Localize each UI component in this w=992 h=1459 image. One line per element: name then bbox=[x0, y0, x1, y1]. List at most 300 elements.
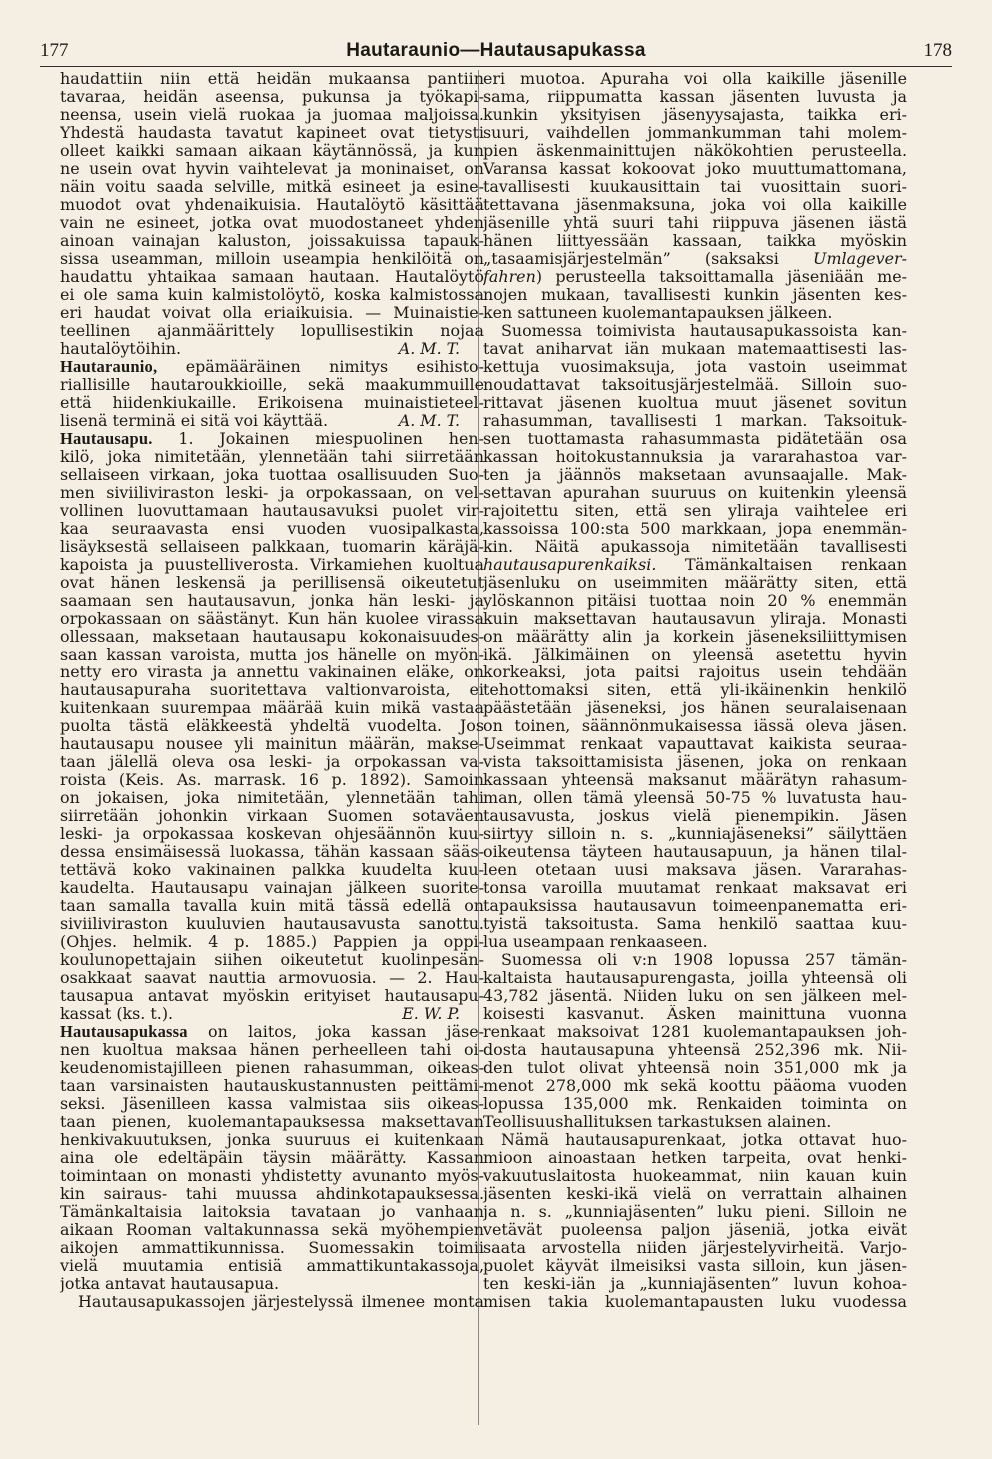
line-text: „tasaamisjärjestelmän” (saksaksi Umlagever- bbox=[483, 249, 907, 268]
entry-headword: Hautausapukassa bbox=[60, 1023, 188, 1042]
line-text: ikä. Jälkimäinen on yleensä asetettu hyvin bbox=[483, 645, 907, 664]
text-line bbox=[60, 1221, 484, 1239]
author-signature: A. M. T. bbox=[398, 339, 460, 358]
text-line bbox=[483, 574, 907, 592]
line-text: kassan hoitokustannuksia ja vararahastoa var- bbox=[483, 447, 907, 466]
text-line bbox=[60, 124, 484, 142]
line-text: kin. Näitä apukassoja nimitetään tavallisesti bbox=[483, 537, 907, 556]
text-line bbox=[60, 699, 484, 717]
text-line bbox=[483, 322, 907, 340]
line-text: kunkin yksityisen jäsenyysajasta, taikka eri- bbox=[483, 105, 907, 124]
text-line bbox=[483, 520, 907, 538]
line-text: päästetään jäseneksi, jos hänen seuralaisenaan bbox=[483, 699, 907, 718]
text-line bbox=[483, 681, 907, 699]
text-line bbox=[60, 70, 484, 88]
text-line bbox=[483, 933, 907, 951]
line-text: roista (Keis. As. marrask. 16 p. 1892). Samoin bbox=[60, 771, 484, 790]
line-text: tapauksissa hautausavun toimeenpanematta eri- bbox=[483, 897, 907, 916]
text-line bbox=[60, 394, 484, 412]
text-line bbox=[483, 466, 907, 484]
text-line bbox=[60, 412, 484, 430]
text-line bbox=[60, 484, 484, 502]
line-text: ylöskannon pitäisi tuottaa noin 20 % enemmän bbox=[483, 591, 907, 610]
line-text: aina ole edeltäpäin täysin määrätty. Kassan bbox=[60, 1149, 484, 1168]
line-text: lisäyksestä sellaiseen palkkaan, tuomarin käräjä- bbox=[60, 537, 484, 556]
line-text: seksi. Jäsenilleen kassa valmistaa siis oikeas- bbox=[60, 1095, 484, 1114]
text-line bbox=[60, 1167, 484, 1185]
text-line bbox=[483, 879, 907, 897]
line-text: on toinen, säännönmukaisessa iässä oleva jäsen. bbox=[483, 717, 907, 736]
paragraph bbox=[483, 70, 907, 322]
italic-term: hautausapurenkaiksi. bbox=[483, 555, 657, 574]
line-text: sen tuottamasta rahasummasta pidätetään osa bbox=[483, 429, 907, 448]
line-text: taan varsinaisten hautauskustannusten peittämi- bbox=[60, 1077, 484, 1096]
line-text: taan samalla tavalla kuin mitä tässä edellä on bbox=[60, 897, 484, 916]
text-line bbox=[483, 825, 907, 843]
line-text: Varansa kassat kokoovat joko muuttumattomana, bbox=[483, 159, 907, 178]
line-text: vielä muutamia entisiä ammattikuntakassoja, bbox=[60, 1256, 484, 1275]
line-text: lopussa 135,000 mk. Renkaiden toiminta on bbox=[483, 1095, 907, 1114]
text-line bbox=[60, 1059, 484, 1077]
line-text: sellaiseen virkaan, joka tuottaa osallisuuden Suo- bbox=[60, 465, 484, 484]
line-text: puolta tästä eläkkeestä yhdeltä vuodelta. Jos bbox=[60, 717, 484, 736]
line-text: Suomessa toimivista hautausapukassoista kan- bbox=[501, 321, 907, 340]
text-line bbox=[60, 142, 484, 160]
text-line bbox=[483, 1221, 907, 1239]
text-line bbox=[483, 178, 907, 196]
dictionary-entry bbox=[60, 358, 484, 430]
text-line bbox=[483, 1131, 907, 1149]
line-text: olleet kaikki samaan aikaan käytännössä, ja kun bbox=[60, 141, 484, 160]
line-text: tavaraa, heidän aseensa, pukunsa ja työkapi- bbox=[60, 87, 484, 106]
text-line bbox=[60, 1023, 484, 1041]
line-text: ne usein ovat hyvin vaihtelevat ja moninaiset, on bbox=[60, 159, 484, 178]
text-line bbox=[483, 502, 907, 520]
line-text: kassat (ks. t.). bbox=[60, 1005, 174, 1024]
line-text: kaa seuraavasta ensi vuoden vuosipalkasta, bbox=[60, 519, 484, 538]
line-text: den tulot olivat yhteensä noin 351,000 mk ja bbox=[483, 1059, 907, 1078]
italic-term: Umlagever- bbox=[813, 249, 907, 268]
text-line bbox=[483, 232, 907, 250]
line-text: rajoitettu siten, että sen yliraja vaihtelee eri bbox=[483, 501, 907, 520]
text-line bbox=[483, 556, 907, 574]
line-text: nen kuoltua maksaa hänen perheelleen tahi oi- bbox=[60, 1041, 484, 1060]
text-line bbox=[483, 340, 907, 358]
text-line bbox=[60, 88, 484, 106]
text-line bbox=[483, 735, 907, 753]
line-text: ten ja jäännös maksetaan avunsaajalle. Mak- bbox=[483, 465, 907, 484]
line-text: lua useampaan renkaaseen. bbox=[483, 933, 708, 952]
line-text: siviiliviraston kuuluvien hautausavusta sanottu. bbox=[60, 915, 484, 934]
dictionary-entry bbox=[60, 1023, 484, 1293]
line-text: vista taksoittamisista jäsenen, joka on renkaan bbox=[483, 753, 907, 772]
line-text: hautausapu nousee yli mainitun määrän, makse- bbox=[60, 735, 484, 754]
text-line bbox=[60, 610, 484, 628]
line-text: jotka antavat hautausapua. bbox=[60, 1274, 280, 1293]
right-column bbox=[483, 70, 907, 1311]
line-text: siirretään johonkin virkaan Suomen sotaväen bbox=[60, 807, 484, 826]
line-text: epämääräinen nimitys esihisto- bbox=[157, 357, 484, 376]
line-text: siirtyy silloin n. s. „kunniajäseneksi” säilyttäen bbox=[483, 825, 907, 844]
line-text: hautalöytöihin. bbox=[60, 339, 182, 358]
line-text: sama, riippumatta kassan jäsenten luvusta ja bbox=[483, 87, 907, 106]
paragraph bbox=[483, 322, 907, 951]
text-line bbox=[483, 1095, 907, 1113]
text-line bbox=[60, 1275, 484, 1293]
text-line bbox=[483, 628, 907, 646]
line-text: osakkaat saavat nauttia armovuosia. — 2. Hau- bbox=[60, 969, 484, 988]
line-text: aikojen ammattikunnissa. Suomessakin toimii bbox=[60, 1238, 484, 1257]
line-text: korkeaksi, jota paitsi rajoitus usein tehdään bbox=[483, 663, 907, 682]
text-line bbox=[483, 538, 907, 556]
line-text: tausavusta, joskus vielä pienempikin. Jäsen bbox=[483, 807, 907, 826]
entry-headword: Hautaraunio, bbox=[60, 357, 158, 376]
text-line bbox=[60, 466, 484, 484]
text-line bbox=[483, 1023, 907, 1041]
line-text: saamaan sen hautausavun, jonka hän leski- ja bbox=[60, 591, 484, 610]
line-text: tyistä taksoitusta. Sama henkilö saattaa kuu- bbox=[483, 915, 907, 934]
line-text: riallisille hautaroukkioille, sekä maakummuille bbox=[60, 375, 484, 394]
line-text: fahren) perusteella taksoittamalla jäseniään me- bbox=[483, 267, 907, 286]
text-line bbox=[483, 484, 907, 502]
text-line bbox=[483, 646, 907, 664]
text-line bbox=[483, 448, 907, 466]
text-line bbox=[483, 1041, 907, 1059]
text-line bbox=[60, 1077, 484, 1095]
text-line bbox=[60, 376, 484, 394]
line-text: kaudelta. Hautausapu vainajan jälkeen suorite- bbox=[60, 879, 484, 898]
text-line bbox=[60, 735, 484, 753]
text-line bbox=[483, 124, 907, 142]
text-line bbox=[60, 178, 484, 196]
text-line bbox=[60, 322, 484, 340]
text-line bbox=[60, 1203, 484, 1221]
text-line bbox=[60, 628, 484, 646]
text-line bbox=[483, 394, 907, 412]
line-text: rittavat jäsenen kuoltua muut jäsenet sovitun bbox=[483, 393, 907, 412]
text-line bbox=[483, 915, 907, 933]
line-text: eri haudat voivat olla eriaikuisia. — Muinaistie- bbox=[60, 303, 484, 322]
line-text: ainoan vainajan kaluston, joissakuissa tapauk- bbox=[60, 231, 484, 250]
line-text: saan kassan varoista, mutta jos hänelle on myön- bbox=[60, 645, 484, 664]
line-text: settavan apurahan suuruus on kuitenkin yleensä bbox=[483, 483, 907, 502]
line-text: ovat hänen leskensä ja perillisensä oikeutetut bbox=[60, 573, 484, 592]
text-line bbox=[60, 358, 484, 376]
line-text: aikaan Rooman valtakunnassa sekä myöhempien bbox=[60, 1221, 484, 1239]
text-line bbox=[60, 681, 484, 699]
text-line bbox=[60, 663, 484, 681]
author-signature: E. W. P. bbox=[402, 1005, 460, 1024]
line-text: oikeutensa täyteen hautausapuun, ja hänen tilal- bbox=[483, 843, 907, 862]
text-line bbox=[483, 1239, 907, 1257]
line-text: 1. Jokainen miespuolinen hen- bbox=[152, 429, 484, 448]
text-line bbox=[483, 753, 907, 771]
text-line bbox=[483, 771, 907, 789]
text-line bbox=[60, 1149, 484, 1167]
text-line bbox=[60, 556, 484, 574]
text-line bbox=[483, 1185, 907, 1203]
text-line bbox=[60, 106, 484, 124]
line-text: vakuutuslaitosta huokeammat, niin kauan kuin bbox=[483, 1167, 907, 1186]
text-line bbox=[483, 1257, 907, 1275]
line-text: hautausapurenkaiksi. Tämänkaltaisen renkaan bbox=[483, 555, 907, 574]
line-text: (Ohjes. helmik. 4 p. 1885.) Pappien ja oppi- bbox=[60, 933, 484, 952]
line-text: haudattu yhtaikaa samaan hautaan. Hautalöytö bbox=[60, 267, 484, 286]
text-line bbox=[483, 304, 907, 322]
line-text: leski- ja orpokassaa koskevan ohjesäännön kuu- bbox=[60, 825, 484, 844]
line-text: taan jälellä oleva osa leski- ja orpokassan va- bbox=[60, 753, 484, 772]
text-line bbox=[60, 232, 484, 250]
text-line bbox=[483, 106, 907, 124]
paragraph bbox=[483, 1131, 907, 1311]
line-text: men siviiliviraston leski- ja orpokassaan, on vel- bbox=[60, 483, 484, 502]
text-line bbox=[60, 1239, 484, 1257]
text-line bbox=[60, 430, 484, 448]
text-line bbox=[60, 1293, 484, 1311]
line-text: henkivakuutuksen, jonka suuruus ei kuitenkaan bbox=[60, 1131, 484, 1150]
line-text: Suomessa oli v:n 1908 lopussa 257 tämän- bbox=[501, 951, 907, 970]
line-text: vollinen luovuttamaan hautausavuksi puolet vir- bbox=[60, 501, 484, 520]
header-title: Hautaraunio—Hautausapukassa bbox=[346, 40, 646, 61]
line-text: Hautausapukassojen järjestelyssä ilmenee monta bbox=[78, 1292, 484, 1311]
line-text: saata arvostella niiden järjestelyvirheitä. Varjo- bbox=[483, 1238, 907, 1257]
text-line bbox=[483, 1167, 907, 1185]
line-text: ken sattuneen kuolemantapauksen jälkeen. bbox=[483, 303, 833, 322]
line-text: keudenomistajilleen pienen rahasumman, oikeas- bbox=[60, 1059, 484, 1078]
line-text: jäsenille yhtä suuri tahi riippuva jäsenen iästä bbox=[483, 213, 907, 232]
line-text: dessa ensimäisessä luokassa, tähän kassaan sääs- bbox=[60, 843, 484, 862]
text-line bbox=[483, 160, 907, 178]
text-line bbox=[483, 358, 907, 376]
text-line bbox=[483, 789, 907, 807]
text-line bbox=[60, 879, 484, 897]
line-text: tavat aniharvat iän mukaan matemaattisesti las- bbox=[483, 339, 907, 358]
line-text: tausapua antavat myöskin erityiset hautausapu- bbox=[60, 987, 484, 1006]
line-text: ei ole sama kuin kalmistolöytö, koska kalmistossa bbox=[60, 285, 484, 304]
line-text: jäsenluku on useimmiten määrätty siten, että bbox=[483, 573, 907, 592]
text-line bbox=[60, 304, 484, 322]
text-line bbox=[483, 951, 907, 969]
text-line bbox=[483, 843, 907, 861]
line-text: dosta hautausapuna yhteensä 252,396 mk. Nii- bbox=[483, 1041, 907, 1060]
line-text: puolet käyvät ilmeisiksi vasta silloin, kun jäsen- bbox=[483, 1256, 907, 1275]
text-line bbox=[60, 807, 484, 825]
text-line bbox=[60, 340, 484, 358]
text-line bbox=[60, 268, 484, 286]
text-line bbox=[483, 1275, 907, 1293]
line-text: on jokaisen, joka nimitetään, ylennetään tahi bbox=[60, 789, 484, 808]
text-line bbox=[483, 717, 907, 735]
line-text: noudattavat taksoitusjärjestelmää. Silloin suo- bbox=[483, 375, 907, 394]
text-line bbox=[60, 825, 484, 843]
line-text: menot 278,000 mk sekä koottu pääoma vuoden bbox=[483, 1077, 907, 1096]
line-text: hautausapuraha suoritettava valtionvaroista, ei bbox=[60, 681, 484, 700]
line-text: vetävät puoleensa paljon jäseniä, jotka eivät bbox=[483, 1221, 907, 1239]
dictionary-entry bbox=[60, 430, 484, 1023]
text-line bbox=[483, 250, 907, 268]
text-line bbox=[483, 807, 907, 825]
line-text: että hiidenkiukaille. Erikoisena muinaistieteel- bbox=[60, 393, 484, 412]
author-signature: A. M. T. bbox=[398, 411, 460, 430]
line-text: tavallisesti kuukausittain tai vuosittain suori- bbox=[483, 177, 907, 196]
text-line bbox=[60, 448, 484, 466]
text-line bbox=[483, 430, 907, 448]
line-text: koulunopettajain siihen oikeutetut kuolinpesän- bbox=[60, 951, 484, 970]
text-line bbox=[60, 897, 484, 915]
line-text: kassaan yhteensä maksanut määrätyn rahasum- bbox=[483, 771, 907, 790]
text-line bbox=[60, 250, 484, 268]
line-text: toimintaan on monasti yhdistetty avunanto myös- bbox=[60, 1167, 484, 1186]
line-text: Useimmat renkaat vapauttavat kaikista seuraa- bbox=[483, 735, 907, 754]
text-line bbox=[60, 502, 484, 520]
line-text: netty ero virasta ja annettu vakinainen eläke, on bbox=[60, 663, 484, 682]
line-text: leen otetaan uusi maksava jäsen. Vararahas- bbox=[483, 861, 907, 880]
text-line bbox=[483, 699, 907, 717]
text-line bbox=[483, 969, 907, 987]
line-text: 43,782 jäsentä. Niiden luku on sen jälkeen mel- bbox=[483, 987, 907, 1006]
line-text: lisenä terminä ei sitä voi käyttää. bbox=[60, 411, 328, 430]
text-line bbox=[60, 1257, 484, 1275]
text-line bbox=[60, 196, 484, 214]
text-line bbox=[483, 1059, 907, 1077]
entry-headword: Hautausapu. bbox=[60, 429, 153, 448]
text-line bbox=[483, 214, 907, 232]
text-line bbox=[60, 789, 484, 807]
line-text: Yhdestä haudasta tavatut kapineet ovat tietysti bbox=[60, 123, 484, 142]
text-line bbox=[60, 843, 484, 861]
right-page-number: 178 bbox=[923, 40, 952, 61]
line-text: ten keski-iän ja „kunniajäsenten” luvun kohoa- bbox=[483, 1274, 907, 1293]
line-text: pien äskenmainittujen näkökohtien perusteella. bbox=[483, 141, 907, 160]
text-line bbox=[60, 915, 484, 933]
line-text: Nämä hautausapurenkaat, jotka ottavat huo- bbox=[501, 1131, 907, 1150]
text-line bbox=[483, 1113, 907, 1131]
text-line bbox=[60, 951, 484, 969]
line-text: misen takia kuolemantapausten luku vuodessa bbox=[483, 1292, 907, 1311]
text-line bbox=[483, 1077, 907, 1095]
paragraph bbox=[60, 1293, 484, 1311]
text-line bbox=[60, 160, 484, 178]
line-text: kettuja vuosimaksuja, jota vastoin useimmat bbox=[483, 357, 907, 376]
text-line bbox=[483, 663, 907, 681]
text-line bbox=[60, 717, 484, 735]
text-line bbox=[483, 268, 907, 286]
line-text: ja n. s. „kunniajäsenten” luku pieni. Silloin ne bbox=[483, 1203, 907, 1221]
line-text: mioon ainoastaan hetken tarpeita, ovat henki- bbox=[483, 1149, 907, 1168]
line-text: on laitos, joka kassan jäse- bbox=[187, 1023, 484, 1042]
text-line bbox=[60, 987, 484, 1005]
line-text: man, ollen tämä yleensä 50-75 % luvatusta hau- bbox=[483, 789, 907, 808]
line-text: teellinen ajanmäärittely lopullisestikin nojaa bbox=[60, 321, 484, 340]
text-line bbox=[483, 610, 907, 628]
line-text: tettävä koko vakinainen palkka kuudelta kuu- bbox=[60, 861, 484, 880]
text-line bbox=[483, 592, 907, 610]
text-line bbox=[60, 286, 484, 304]
text-line bbox=[60, 214, 484, 232]
text-line bbox=[483, 1203, 907, 1221]
line-text: ollessaan, maksetaan hautausapu kokonaisuudes- bbox=[60, 627, 484, 646]
line-text: taan pienen, kuolemantapauksessa maksettavan bbox=[60, 1113, 484, 1132]
text-line bbox=[60, 1041, 484, 1059]
text-line bbox=[483, 1293, 907, 1311]
text-line bbox=[60, 771, 484, 789]
text-line bbox=[483, 376, 907, 394]
text-line bbox=[60, 969, 484, 987]
text-line bbox=[483, 88, 907, 106]
line-text: on määrätty alin ja korkein jäseneksiliittymisen bbox=[483, 627, 907, 646]
text-line bbox=[483, 286, 907, 304]
line-text: orpokassaan on säästänyt. Kun hän kuolee virassa bbox=[60, 609, 484, 628]
text-line bbox=[60, 1095, 484, 1113]
line-text: tehottomaksi siten, että yli-ikäinenkin henkilö bbox=[483, 681, 907, 700]
text-line bbox=[483, 1149, 907, 1167]
line-text: muodot ovat yhdenaikuisia. Hautalöytö käsittää bbox=[60, 195, 484, 214]
text-line bbox=[60, 520, 484, 538]
line-text: Tämänkaltaisia laitoksia tavataan jo vanhaan bbox=[60, 1203, 484, 1221]
text-line bbox=[483, 412, 907, 430]
line-text: tettavana jäsenmaksuna, joka voi olla kaikille bbox=[483, 195, 907, 214]
text-line bbox=[60, 646, 484, 664]
text-line bbox=[60, 861, 484, 879]
text-line bbox=[60, 538, 484, 556]
header-rule bbox=[40, 66, 952, 67]
text-line bbox=[60, 1185, 484, 1203]
line-text: näin voitu saada selville, mitkä esineet ja esine- bbox=[60, 177, 484, 196]
text-line bbox=[60, 753, 484, 771]
text-line bbox=[60, 574, 484, 592]
text-line bbox=[483, 142, 907, 160]
line-text: jäsenten keski-ikä vielä on verrattain alhainen bbox=[483, 1185, 907, 1204]
line-text: haudattiin niin että heidän mukaansa pantiin bbox=[60, 70, 484, 88]
line-text: koisesti kasvanut. Äsken mainittuna vuonna bbox=[483, 1005, 907, 1024]
left-column bbox=[60, 70, 484, 1311]
line-text: rahasumman, tavallisesti 1 markan. Taksoituk- bbox=[483, 411, 907, 430]
line-text: vain ne esineet, jotka ovat muodostaneet yhden bbox=[60, 213, 484, 232]
text-line bbox=[60, 1005, 484, 1023]
line-text: hänen liittyessään kassaan, taikka myöskin bbox=[483, 231, 907, 250]
line-text: kassoissa 100:sta 500 markkaan, jopa enemmän- bbox=[483, 519, 907, 538]
text-line bbox=[60, 1113, 484, 1131]
left-page-number: 177 bbox=[40, 40, 69, 61]
line-text: kuin maksettavan hautausavun yliraja. Monasti bbox=[483, 609, 907, 628]
text-line bbox=[483, 897, 907, 915]
line-text: renkaat maksoivat 1281 kuolemantapauksen joh- bbox=[483, 1023, 907, 1042]
text-line bbox=[483, 70, 907, 88]
line-text: Teollisuushallituksen tarkastuksen alainen. bbox=[483, 1113, 832, 1132]
text-line bbox=[60, 933, 484, 951]
text-line bbox=[60, 592, 484, 610]
line-text: kuitenkaan suurempaa määrää kuin mikä vastaa bbox=[60, 699, 484, 718]
italic-term: fahren bbox=[483, 267, 536, 286]
line-text: sissa useamman, milloin useampia henkilöitä on bbox=[60, 249, 484, 268]
line-text: kilö, joka nimitetään, ylennetään tahi siirretään bbox=[60, 447, 484, 466]
text-line bbox=[483, 861, 907, 879]
text-line bbox=[483, 987, 907, 1005]
running-header bbox=[40, 38, 952, 64]
text-line bbox=[483, 1005, 907, 1023]
line-text: kaltaista hautausapurengasta, joilla yhteensä oli bbox=[483, 969, 907, 988]
line-text: eri muotoa. Apuraha voi olla kaikille jäsenille bbox=[483, 70, 907, 88]
text-line bbox=[483, 196, 907, 214]
line-text: kapoista ja puustelliverosta. Virkamiehen kuoltua bbox=[60, 555, 484, 574]
line-text: tonsa varoilla muutamat renkaat maksavat eri bbox=[483, 879, 907, 898]
paragraph bbox=[60, 70, 484, 358]
paragraph bbox=[483, 951, 907, 1131]
line-text: nojen mukaan, tavallisesti kunkin jäsenten kes- bbox=[483, 285, 907, 304]
line-text: neensa, usein vielä ruokaa ja juomaa maljoissa. bbox=[60, 105, 484, 124]
text-line bbox=[60, 1131, 484, 1149]
line-text: kin sairaus- tahi muussa ahdinkotapauksessa. bbox=[60, 1185, 484, 1204]
